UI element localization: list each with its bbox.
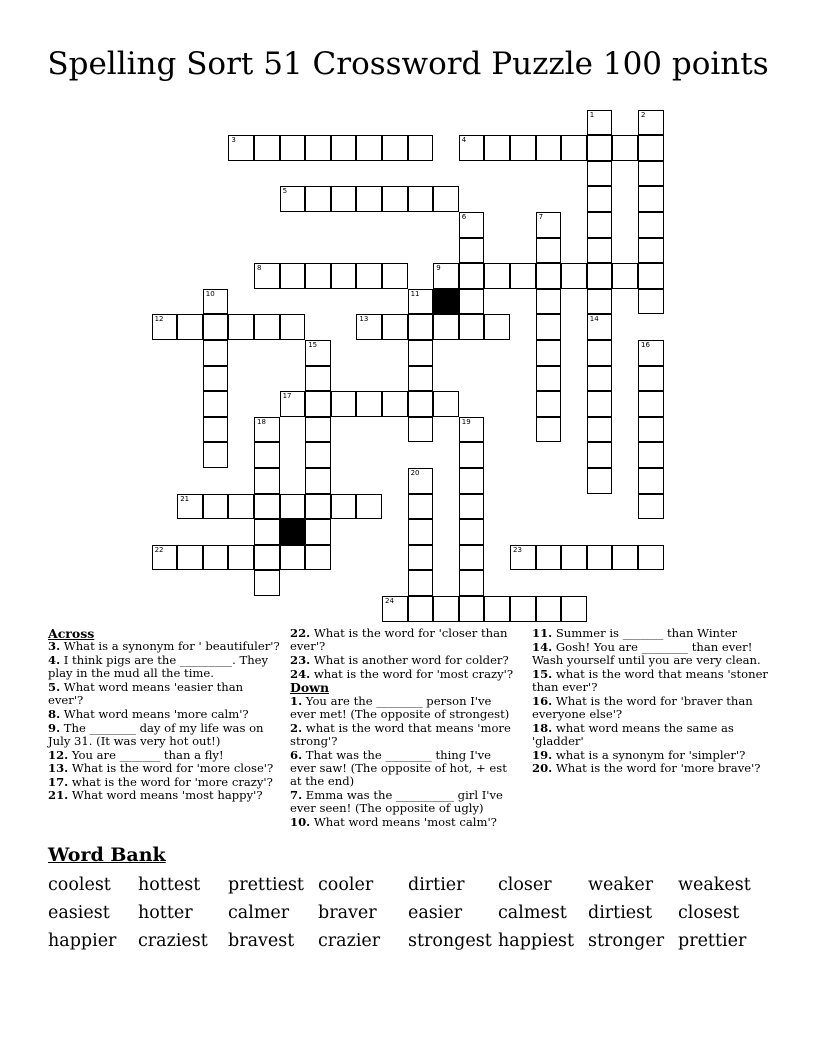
grid-cell[interactable]: [254, 545, 280, 571]
grid-cell[interactable]: [408, 135, 434, 161]
grid-cell[interactable]: [305, 545, 331, 571]
grid-cell[interactable]: [459, 238, 485, 264]
grid-cell[interactable]: [587, 186, 613, 212]
grid-cell[interactable]: [280, 391, 306, 417]
grid-cell[interactable]: [510, 263, 536, 289]
clue-number: 16: [641, 341, 650, 349]
grid-cell[interactable]: [382, 596, 408, 622]
word-bank-item: easier: [408, 903, 463, 923]
grid-cell[interactable]: [203, 391, 229, 417]
clue-down-15: 15. what is the word that means 'stoner than ever'?: [532, 666, 768, 694]
grid-cell[interactable]: [408, 417, 434, 443]
grid-cell[interactable]: [382, 314, 408, 340]
grid-cell[interactable]: [408, 596, 434, 622]
grid-cell[interactable]: [356, 135, 382, 161]
grid-cell[interactable]: [305, 340, 331, 366]
grid-cell[interactable]: [433, 263, 459, 289]
grid-cell[interactable]: [587, 468, 613, 494]
grid-cell[interactable]: [408, 519, 434, 545]
grid-cell[interactable]: [408, 391, 434, 417]
word-bank-item: closest: [678, 903, 740, 923]
grid-cell[interactable]: [459, 135, 485, 161]
grid-cell[interactable]: [152, 545, 178, 571]
clue-down-6: 6. That was the ________ thing I've ever saw! (The opposite of hot, + est at the end): [290, 747, 507, 789]
grid-cell[interactable]: [433, 314, 459, 340]
grid-cell[interactable]: [638, 263, 664, 289]
grid-cell[interactable]: [305, 186, 331, 212]
grid-cell[interactable]: [536, 263, 562, 289]
grid-cell[interactable]: [536, 417, 562, 443]
grid-cell[interactable]: [356, 314, 382, 340]
grid-cell[interactable]: [459, 468, 485, 494]
grid-cell[interactable]: [536, 366, 562, 392]
clue-number: 17: [282, 392, 292, 401]
clue-down-16: 16. What is the word for 'braver than everyone else'?: [532, 693, 753, 721]
clues-column-1: [48, 627, 280, 803]
grid-cell[interactable]: [177, 545, 203, 571]
clue-number: 24: [385, 597, 394, 605]
grid-cell[interactable]: [433, 391, 459, 417]
grid-cell[interactable]: [484, 596, 510, 622]
grid-cell[interactable]: [638, 161, 664, 187]
grid-cell[interactable]: [331, 494, 357, 520]
grid-cell[interactable]: [459, 545, 485, 571]
grid-cell[interactable]: [203, 340, 229, 366]
word-bank-item: prettier: [678, 931, 747, 951]
clue-number: 19: [461, 417, 471, 426]
grid-cell[interactable]: [254, 417, 280, 443]
clue-across-13: 13. What is the word for 'more close'?: [48, 761, 274, 776]
clue-number: 22: [154, 545, 164, 554]
grid-cell[interactable]: [228, 545, 254, 571]
clue-number: 8: [257, 264, 262, 273]
clue-down-7: 7. Emma was the __________ girl I've ever seen! (The opposite of ugly): [290, 788, 503, 816]
grid-cell[interactable]: [356, 494, 382, 520]
grid-cell[interactable]: [536, 289, 562, 315]
grid-cell[interactable]: [331, 135, 357, 161]
clue-down-14: 14. Gosh! You are ________ than ever! Wash yourself until you are very clean.: [532, 639, 761, 667]
grid-cell[interactable]: [638, 186, 664, 212]
clue-across-3: 3. What is a synonym for ' beautifuler'?: [48, 639, 280, 654]
grid-cell[interactable]: [254, 263, 280, 289]
clue-number: 13: [359, 315, 369, 324]
word-bank-item: calmer: [228, 903, 290, 923]
grid-cell[interactable]: [356, 391, 382, 417]
grid-cell[interactable]: [638, 545, 664, 571]
grid-cell[interactable]: [638, 417, 664, 443]
grid-cell[interactable]: [408, 468, 434, 494]
clue-number: 10: [205, 289, 215, 298]
grid-cell[interactable]: [587, 391, 613, 417]
grid-cell[interactable]: [638, 135, 664, 161]
grid-cell[interactable]: [484, 314, 510, 340]
grid-cell[interactable]: [536, 340, 562, 366]
grid-cell[interactable]: [254, 135, 280, 161]
clue-number: 6: [461, 213, 467, 221]
word-bank-title: Word Bank: [48, 844, 166, 866]
grid-cell[interactable]: [331, 186, 357, 212]
grid-cell[interactable]: [638, 391, 664, 417]
clue-across-8: 8. What word means 'more calm'?: [48, 707, 249, 721]
word-bank-item: cooler: [318, 875, 374, 895]
word-bank-item: calmest: [498, 903, 567, 923]
clue-down-20: 20. What is the word for 'more brave'?: [532, 761, 761, 776]
grid-cell[interactable]: [561, 263, 587, 289]
word-bank: [48, 873, 778, 953]
grid-cell[interactable]: [561, 596, 587, 622]
grid-cell[interactable]: [587, 212, 613, 238]
grid-cell[interactable]: [203, 366, 229, 392]
grid-cell[interactable]: [331, 391, 357, 417]
grid-cell[interactable]: [587, 545, 613, 571]
grid-cell[interactable]: [382, 391, 408, 417]
clue-across-9: 9. The ________ day of my life was on July 31. (It was very hot out!): [48, 720, 264, 748]
grid-cell[interactable]: [408, 570, 434, 596]
word-bank-item: happiest: [498, 931, 575, 951]
grid-cell[interactable]: [459, 263, 485, 289]
grid-cell[interactable]: [305, 494, 331, 520]
grid-cell[interactable]: [459, 212, 485, 238]
clue-number: 20: [410, 469, 420, 477]
grid-cell[interactable]: [587, 161, 613, 187]
clue-number: 18: [257, 417, 266, 426]
clue-across-21: 21. What word means 'most happy'?: [48, 788, 263, 803]
page-title: Spelling Sort 51 Crossword Puzzle 100 points: [47, 46, 769, 82]
grid-cell[interactable]: [228, 314, 254, 340]
clue-number: 4: [461, 136, 467, 145]
grid-cell[interactable]: [305, 135, 331, 161]
clue-down-18: 18. what word means the same as 'gladder': [532, 720, 734, 748]
grid-cell[interactable]: [587, 366, 613, 392]
grid-cell[interactable]: [203, 494, 229, 520]
grid-cell[interactable]: [228, 135, 254, 161]
grid-cell[interactable]: [638, 110, 664, 136]
word-bank-item: coolest: [48, 875, 111, 895]
grid-cell[interactable]: [587, 340, 613, 366]
grid-cell[interactable]: [612, 135, 638, 161]
word-bank-item: hotter: [138, 903, 193, 923]
grid-cell[interactable]: [382, 186, 408, 212]
grid-cell[interactable]: [356, 186, 382, 212]
grid-cell[interactable]: [408, 494, 434, 520]
grid-cell[interactable]: [638, 442, 664, 468]
clue-down-10: 10. What word means 'most calm'?: [290, 815, 497, 829]
grid-cell[interactable]: [587, 442, 613, 468]
clue-number: 2: [641, 110, 646, 119]
grid-cell[interactable]: [459, 314, 485, 340]
grid-cell[interactable]: [408, 366, 434, 392]
word-bank-item: crazier: [318, 931, 381, 951]
grid-cell[interactable]: [459, 519, 485, 545]
black-cell: [433, 289, 459, 315]
grid-cell[interactable]: [638, 340, 664, 366]
clue-across-22: 22. What is the word for 'closer than ever'?: [290, 626, 508, 654]
clue-number: 12: [154, 315, 164, 324]
clues-column-3: [532, 627, 770, 776]
grid-cell[interactable]: [254, 519, 280, 545]
grid-cell[interactable]: [280, 545, 306, 571]
grid-cell[interactable]: [408, 314, 434, 340]
grid-cell[interactable]: [587, 314, 613, 340]
grid-cell[interactable]: [587, 289, 613, 315]
word-bank-item: dirtier: [408, 875, 465, 895]
clue-down-11: 11. Summer is _______ than Winter: [532, 626, 738, 640]
grid-cell[interactable]: [382, 263, 408, 289]
word-bank-item: happier: [48, 931, 117, 951]
grid-cell[interactable]: [638, 494, 664, 520]
grid-cell[interactable]: [433, 596, 459, 622]
grid-cell[interactable]: [254, 570, 280, 596]
down-heading: Down: [290, 680, 330, 696]
word-bank-item: weaker: [588, 875, 654, 895]
grid-cell[interactable]: [382, 135, 408, 161]
clue-number: 1: [589, 110, 595, 119]
grid-cell[interactable]: [510, 596, 536, 622]
grid-cell[interactable]: [254, 468, 280, 494]
grid-cell[interactable]: [459, 417, 485, 443]
word-bank-item: hottest: [138, 875, 201, 895]
grid-cell[interactable]: [536, 212, 562, 238]
clue-down-1: 1. You are the ________ person I've ever met! (The opposite of strongest): [290, 693, 510, 721]
grid-cell[interactable]: [254, 442, 280, 468]
clue-across-23: 23. What is another word for colder?: [290, 653, 509, 667]
grid-cell[interactable]: [331, 263, 357, 289]
grid-cell[interactable]: [408, 340, 434, 366]
word-bank-item: prettiest: [228, 875, 304, 895]
grid-cell[interactable]: [484, 263, 510, 289]
grid-cell[interactable]: [280, 263, 306, 289]
clue-number: 9: [436, 264, 441, 273]
grid-cell[interactable]: [280, 314, 306, 340]
clue-number: 3: [231, 136, 236, 145]
grid-cell[interactable]: [638, 238, 664, 264]
clue-across-17: 17. what is the word for 'more crazy'?: [48, 774, 273, 789]
clue-number: 21: [180, 494, 190, 503]
word-bank-item: bravest: [228, 931, 295, 951]
word-bank-item: closer: [498, 875, 552, 895]
grid-cell[interactable]: [612, 263, 638, 289]
grid-cell[interactable]: [536, 596, 562, 622]
grid-cell[interactable]: [408, 186, 434, 212]
grid-cell[interactable]: [459, 570, 485, 596]
grid-cell[interactable]: [254, 314, 280, 340]
grid-cell[interactable]: [203, 289, 229, 315]
grid-cell[interactable]: [203, 442, 229, 468]
grid-cell[interactable]: [459, 442, 485, 468]
grid-cell[interactable]: [280, 135, 306, 161]
grid-cell[interactable]: [510, 135, 536, 161]
grid-cell[interactable]: [561, 135, 587, 161]
grid-cell[interactable]: [305, 263, 331, 289]
grid-cell[interactable]: [305, 468, 331, 494]
grid-cell[interactable]: [536, 545, 562, 571]
grid-cell[interactable]: [433, 186, 459, 212]
grid-cell[interactable]: [638, 289, 664, 315]
grid-cell[interactable]: [638, 468, 664, 494]
grid-cell[interactable]: [305, 417, 331, 443]
grid-cell[interactable]: [536, 391, 562, 417]
grid-cell[interactable]: [408, 289, 434, 315]
grid-cell[interactable]: [408, 545, 434, 571]
grid-cell[interactable]: [152, 314, 178, 340]
grid-cell[interactable]: [587, 417, 613, 443]
across-heading: Across: [48, 626, 95, 641]
grid-cell[interactable]: [587, 263, 613, 289]
word-bank-item: craziest: [138, 931, 208, 951]
word-bank-item: braver: [318, 903, 377, 923]
grid-cell[interactable]: [305, 366, 331, 392]
grid-cell[interactable]: [254, 494, 280, 520]
clue-across-4: 4. I think pigs are the _________. They play in the mud all the time.: [48, 653, 269, 681]
clue-across-12: 12. You are _______ than a fly!: [48, 747, 224, 762]
clue-down-19: 19. what is a synonym for 'simpler'?: [532, 747, 746, 762]
grid-cell[interactable]: [536, 135, 562, 161]
grid-cell[interactable]: [305, 519, 331, 545]
clue-number: 5: [282, 187, 288, 196]
clue-number: 11: [410, 289, 420, 298]
word-bank-item: easiest: [48, 903, 110, 923]
grid-cell[interactable]: [459, 289, 485, 315]
clue-number: 15: [308, 341, 318, 349]
grid-cell[interactable]: [510, 545, 536, 571]
clue-across-24: 24. what is the word for 'most crazy'?: [290, 666, 514, 681]
grid-cell[interactable]: [203, 545, 229, 571]
grid-cell[interactable]: [638, 366, 664, 392]
clue-across-5: 5. What word means 'easier than ever'?: [48, 680, 244, 708]
grid-cell[interactable]: [305, 442, 331, 468]
word-bank-item: dirtiest: [588, 903, 653, 923]
clue-number: 23: [513, 545, 522, 554]
grid-cell[interactable]: [587, 238, 613, 264]
grid-cell[interactable]: [612, 545, 638, 571]
grid-cell[interactable]: [177, 494, 203, 520]
clue-number: 7: [538, 213, 544, 221]
word-bank-item: stronger: [588, 931, 665, 951]
grid-cell[interactable]: [203, 417, 229, 443]
grid-cell[interactable]: [536, 314, 562, 340]
grid-cell[interactable]: [536, 238, 562, 264]
black-cell: [280, 519, 306, 545]
grid-cell[interactable]: [280, 494, 306, 520]
word-bank-item: strongest: [408, 931, 492, 951]
grid-cell[interactable]: [484, 135, 510, 161]
grid-cell[interactable]: [587, 110, 613, 136]
grid-cell[interactable]: [228, 494, 254, 520]
grid-cell[interactable]: [587, 135, 613, 161]
grid-cell[interactable]: [177, 314, 203, 340]
grid-cell[interactable]: [203, 314, 229, 340]
clue-down-2: 2. what is the word that means 'more strong'?: [290, 720, 511, 748]
grid-cell[interactable]: [459, 494, 485, 520]
grid-cell[interactable]: [305, 391, 331, 417]
clue-number: 14: [589, 315, 599, 324]
grid-cell[interactable]: [459, 596, 485, 622]
word-bank-item: weakest: [678, 875, 751, 895]
grid-cell[interactable]: [280, 186, 306, 212]
grid-cell[interactable]: [638, 212, 664, 238]
grid-cell[interactable]: [356, 263, 382, 289]
grid-cell[interactable]: [561, 545, 587, 571]
clues-column-2: [290, 627, 518, 830]
